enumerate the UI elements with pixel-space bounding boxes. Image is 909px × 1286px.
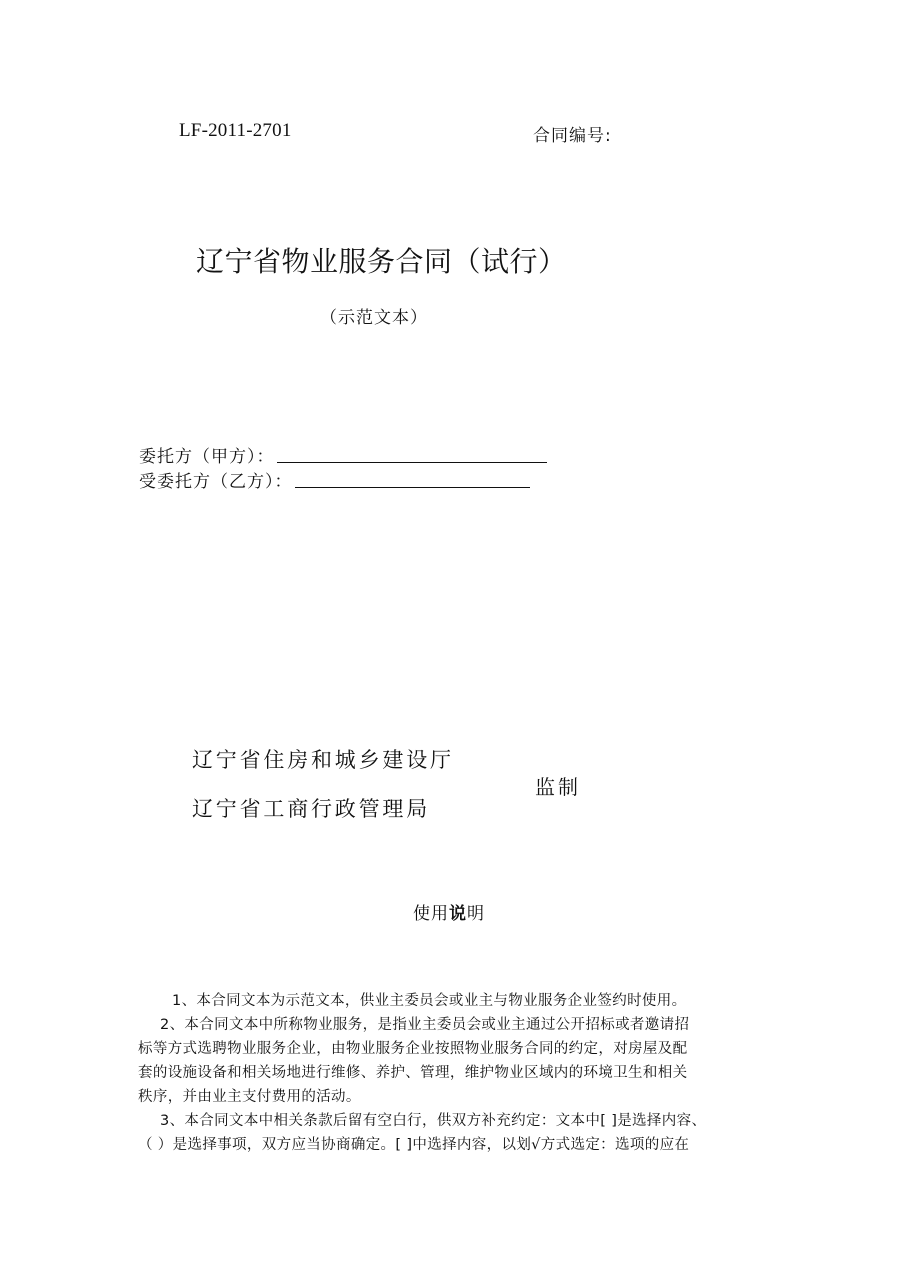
instruction-line-1: 1、本合同文本为示范文本，供业主委员会或业主与物业服务企业签约时使用。	[172, 993, 687, 1009]
contract-title: 辽宁省物业服务合同（试行）	[196, 245, 567, 278]
party-a-label: 委托方（甲方）：	[139, 447, 275, 467]
instruction-line-4: 套的设施设备和相关场地进行维修、养护、管理，维护物业区域内的环境卫生和相关	[138, 1065, 688, 1081]
party-b-row	[139, 467, 530, 492]
document-code: LF-2011-2701	[179, 120, 292, 141]
instructions-title	[413, 899, 485, 924]
instruction-line-2: 2、本合同文本中所称物业服务，是指业主委员会或业主通过公开招标或者邀请招	[160, 1017, 690, 1033]
instructions-title-part1: 使用	[413, 904, 449, 924]
instructions-title-part2: 说	[449, 904, 467, 924]
contract-subtitle: （示范文本）	[320, 308, 428, 328]
instruction-line-3: 标等方式选聘物业服务企业，由物业服务企业按照物业服务合同的约定，对房屋及配	[138, 1041, 688, 1057]
instruction-line-6: 3、本合同文本中相关条款后留有空白行，供双方补充约定：文本中[ ]是选择内容、	[160, 1113, 707, 1129]
authority-commerce-bureau: 辽宁省工商行政管理局	[192, 797, 430, 821]
party-b-blank-line	[295, 486, 530, 488]
party-a-blank-line	[277, 461, 547, 463]
authority-housing-department: 辽宁省住房和城乡建设厅	[192, 748, 454, 772]
party-b-label: 受委托方（乙方）：	[139, 472, 293, 492]
instruction-line-5: 秩序，并由业主支付费用的活动。	[138, 1089, 361, 1105]
instruction-line-7: （ ）是选择事项，双方应当协商确定。[ ]中选择内容，以划√方式选定：选项的应在	[138, 1137, 690, 1153]
contract-number-label: 合同编号:	[533, 126, 612, 146]
party-a-row	[139, 442, 547, 467]
instructions-title-part3: 明	[467, 904, 485, 924]
supervision-label: 监制	[535, 775, 581, 799]
